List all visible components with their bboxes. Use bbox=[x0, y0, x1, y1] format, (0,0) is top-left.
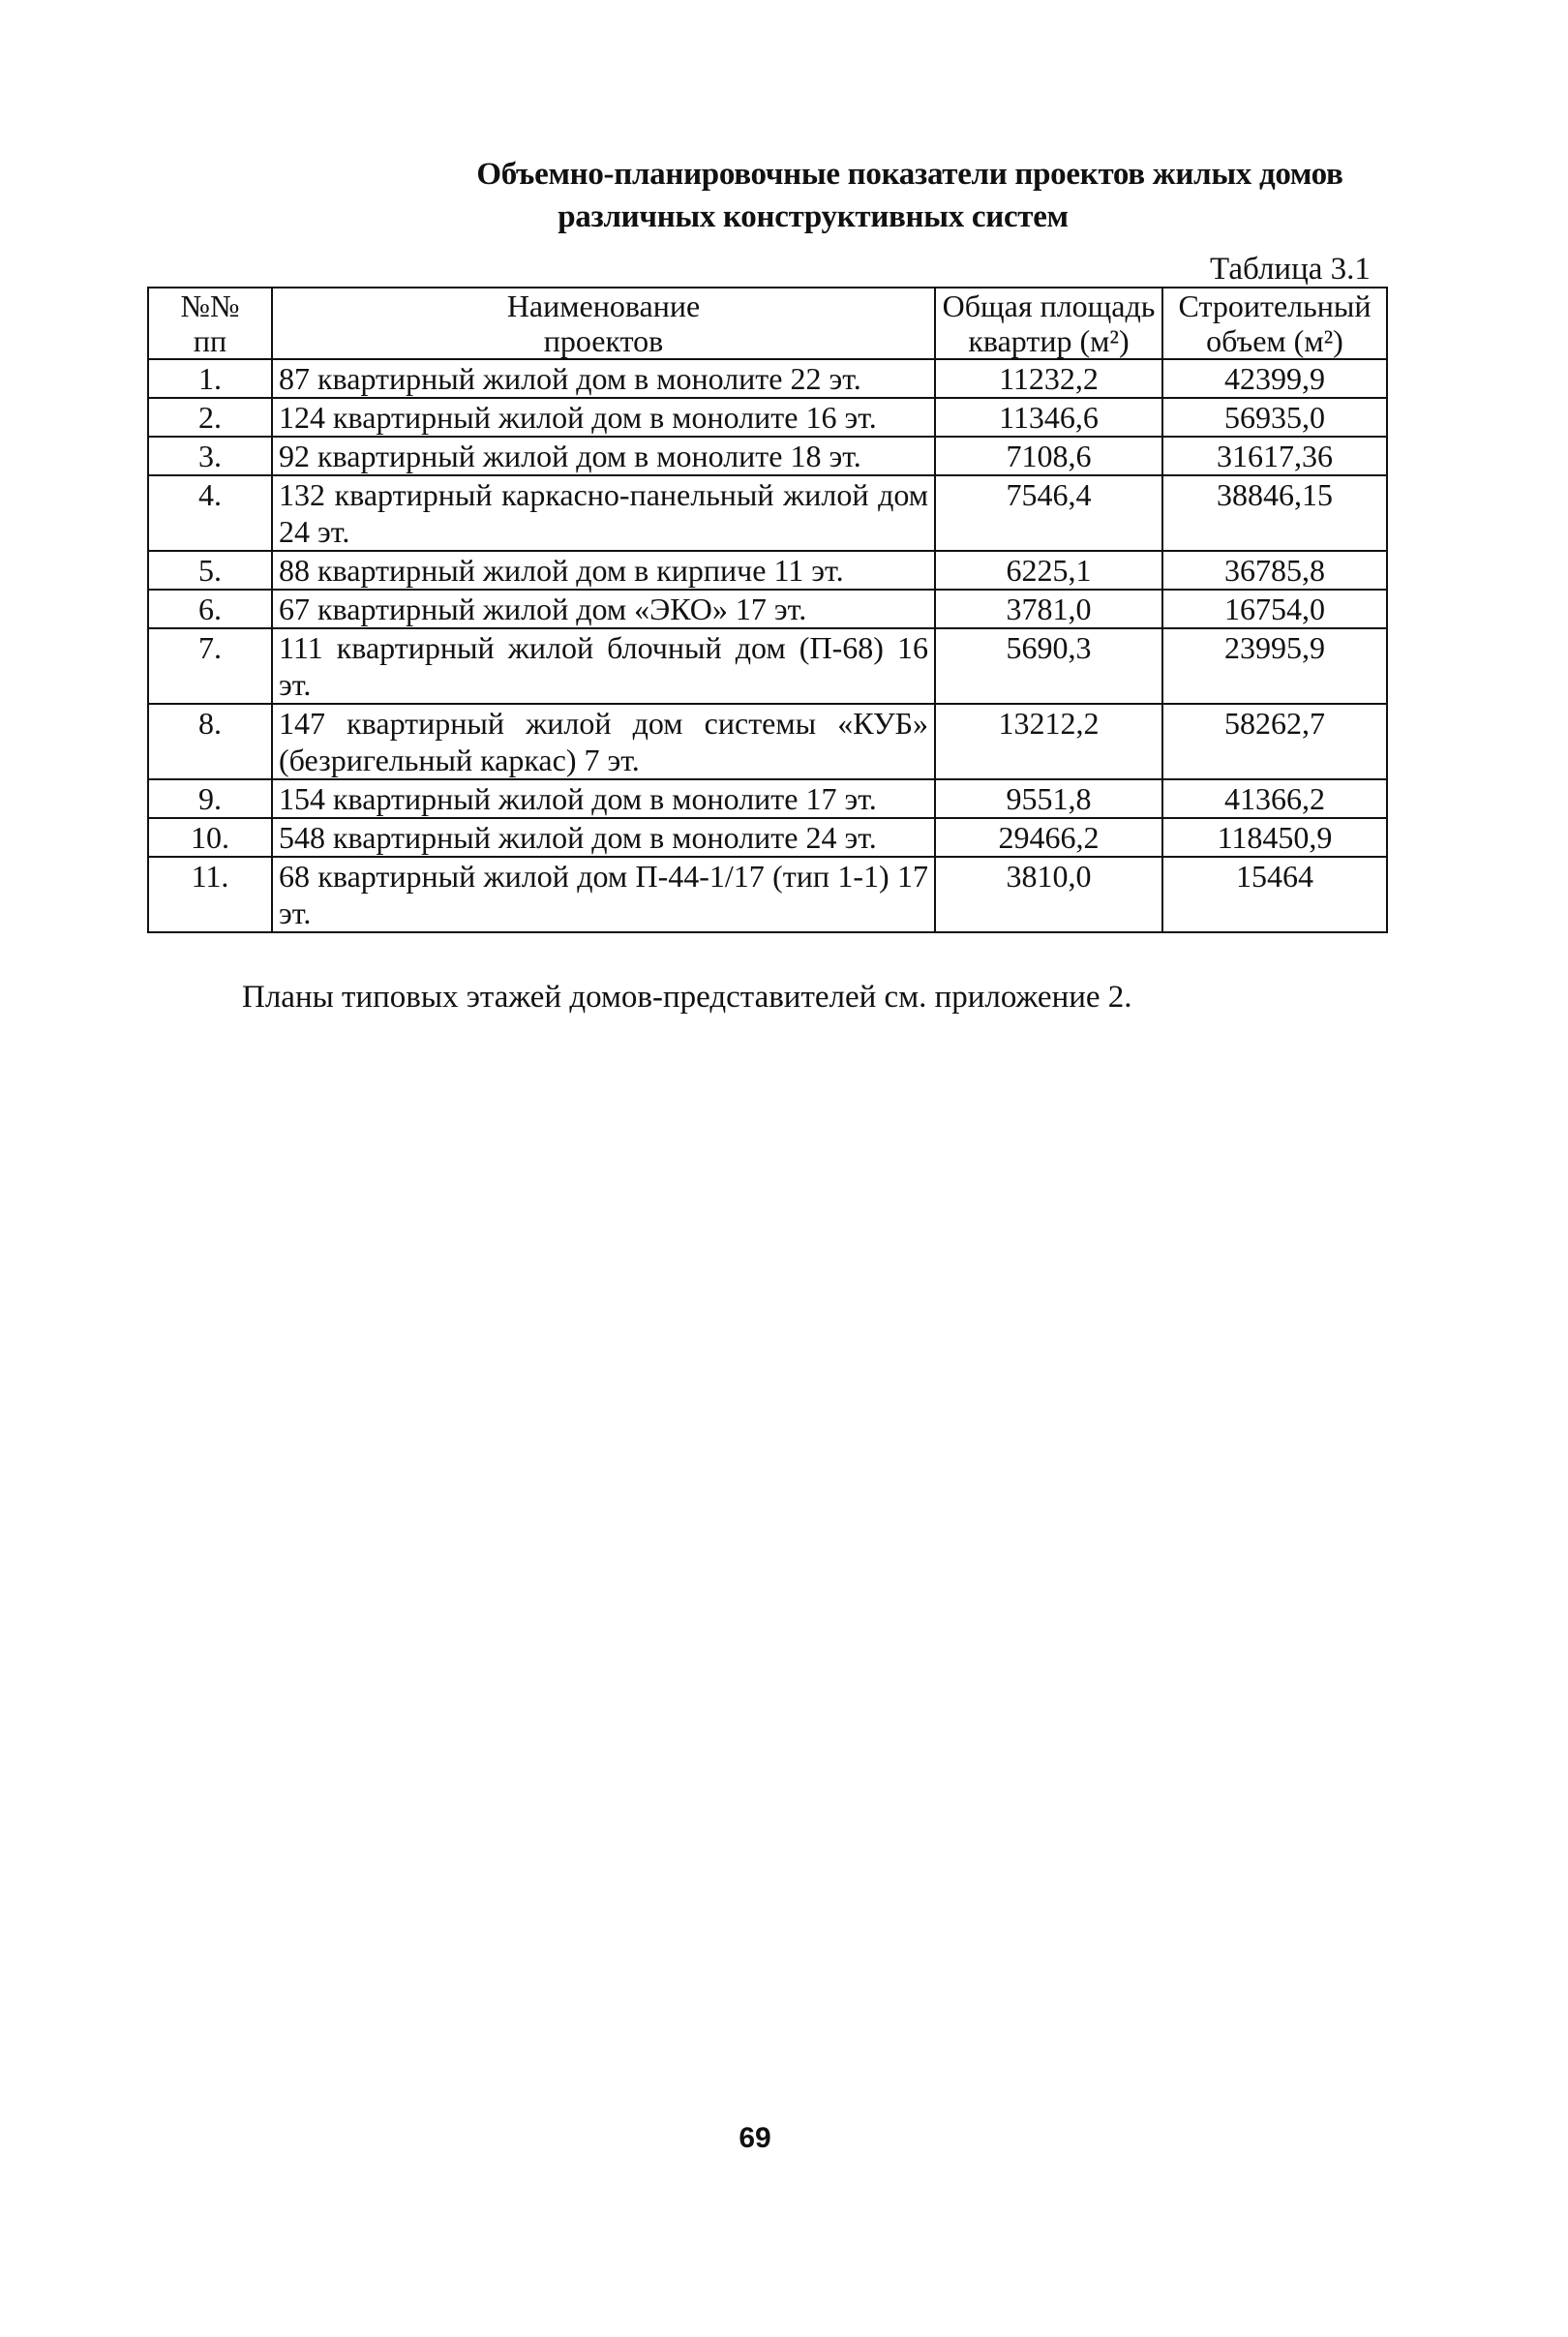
table-row bbox=[148, 590, 1387, 628]
header-volume-line-2: объем (м²) bbox=[1206, 323, 1343, 358]
header-number bbox=[148, 288, 272, 359]
row-project-name: 88 квартирный жилой дом в кирпиче 11 эт. bbox=[272, 551, 935, 590]
row-volume: 38846,15 bbox=[1162, 475, 1387, 551]
row-number: 11. bbox=[148, 857, 272, 932]
row-project-name: 87 квартирный жилой дом в монолите 22 эт. bbox=[272, 359, 935, 398]
row-volume: 36785,8 bbox=[1162, 551, 1387, 590]
row-number: 9. bbox=[148, 779, 272, 818]
row-area: 6225,1 bbox=[935, 551, 1162, 590]
header-number-line-1: №№ bbox=[180, 288, 240, 323]
row-volume: 16754,0 bbox=[1162, 590, 1387, 628]
row-area: 7546,4 bbox=[935, 475, 1162, 551]
row-volume: 31617,36 bbox=[1162, 437, 1387, 475]
header-volume-line-1: Строительный bbox=[1178, 288, 1372, 323]
document-title-line-1: Объемно-планировочные показатели проектов жилых домов bbox=[476, 157, 1343, 192]
header-number-line-2: пп bbox=[193, 323, 227, 358]
row-project-name: 154 квартирный жилой дом в монолите 17 эт. bbox=[272, 779, 935, 818]
table-header-row bbox=[148, 288, 1387, 359]
header-area-line-2: квартир (м²) bbox=[968, 323, 1130, 358]
projects-table bbox=[147, 287, 1388, 933]
table-row bbox=[148, 628, 1387, 704]
page-number: 69 bbox=[739, 2122, 771, 2154]
row-area: 13212,2 bbox=[935, 704, 1162, 779]
row-project-name: 124 квартирный жилой дом в монолите 16 эт. bbox=[272, 398, 935, 437]
table-row bbox=[148, 437, 1387, 475]
header-area-line-1: Общая площадь bbox=[942, 288, 1156, 323]
header-volume bbox=[1162, 288, 1387, 359]
appendix-reference-note: Планы типовых этажей домов-представителей см. приложение 2. bbox=[242, 980, 1132, 1015]
row-volume: 41366,2 bbox=[1162, 779, 1387, 818]
row-volume: 15464 bbox=[1162, 857, 1387, 932]
row-number: 1. bbox=[148, 359, 272, 398]
header-name bbox=[272, 288, 935, 359]
row-area: 11346,6 bbox=[935, 398, 1162, 437]
row-area: 3810,0 bbox=[935, 857, 1162, 932]
table-row bbox=[148, 857, 1387, 932]
row-area: 9551,8 bbox=[935, 779, 1162, 818]
row-project-name: 111 квартирный жилой блочный дом (П-68) 16 эт. bbox=[272, 628, 935, 704]
row-area: 7108,6 bbox=[935, 437, 1162, 475]
row-project-name: 132 квартирный каркасно-панельный жилой дом 24 эт. bbox=[272, 475, 935, 551]
row-number: 8. bbox=[148, 704, 272, 779]
row-project-name: 67 квартирный жилой дом «ЭКО» 17 эт. bbox=[272, 590, 935, 628]
header-name-line-2: проектов bbox=[543, 323, 664, 358]
table-row bbox=[148, 475, 1387, 551]
row-number: 5. bbox=[148, 551, 272, 590]
row-volume: 56935,0 bbox=[1162, 398, 1387, 437]
table-row bbox=[148, 704, 1387, 779]
row-number: 2. bbox=[148, 398, 272, 437]
row-area: 3781,0 bbox=[935, 590, 1162, 628]
table-row bbox=[148, 551, 1387, 590]
row-project-name: 548 квартирный жилой дом в монолите 24 эт. bbox=[272, 818, 935, 857]
table-row bbox=[148, 818, 1387, 857]
row-project-name: 68 квартирный жилой дом П-44-1/17 (тип 1-1) 17 эт. bbox=[272, 857, 935, 932]
table-row bbox=[148, 779, 1387, 818]
row-number: 7. bbox=[148, 628, 272, 704]
row-project-name: 92 квартирный жилой дом в монолите 18 эт. bbox=[272, 437, 935, 475]
row-number: 3. bbox=[148, 437, 272, 475]
row-volume: 23995,9 bbox=[1162, 628, 1387, 704]
table-caption: Таблица 3.1 bbox=[1210, 252, 1371, 287]
header-area bbox=[935, 288, 1162, 359]
table-row bbox=[148, 398, 1387, 437]
row-number: 6. bbox=[148, 590, 272, 628]
row-area: 5690,3 bbox=[935, 628, 1162, 704]
row-volume: 58262,7 bbox=[1162, 704, 1387, 779]
row-area: 11232,2 bbox=[935, 359, 1162, 398]
document-title-line-2: различных конструктивных систем bbox=[558, 199, 1069, 234]
row-number: 4. bbox=[148, 475, 272, 551]
row-volume: 118450,9 bbox=[1162, 818, 1387, 857]
table-row bbox=[148, 359, 1387, 398]
row-volume: 42399,9 bbox=[1162, 359, 1387, 398]
row-project-name: 147 квартирный жилой дом системы «КУБ» (безригельный каркас) 7 эт. bbox=[272, 704, 935, 779]
row-number: 10. bbox=[148, 818, 272, 857]
row-area: 29466,2 bbox=[935, 818, 1162, 857]
header-name-line-1: Наименование bbox=[506, 288, 701, 323]
